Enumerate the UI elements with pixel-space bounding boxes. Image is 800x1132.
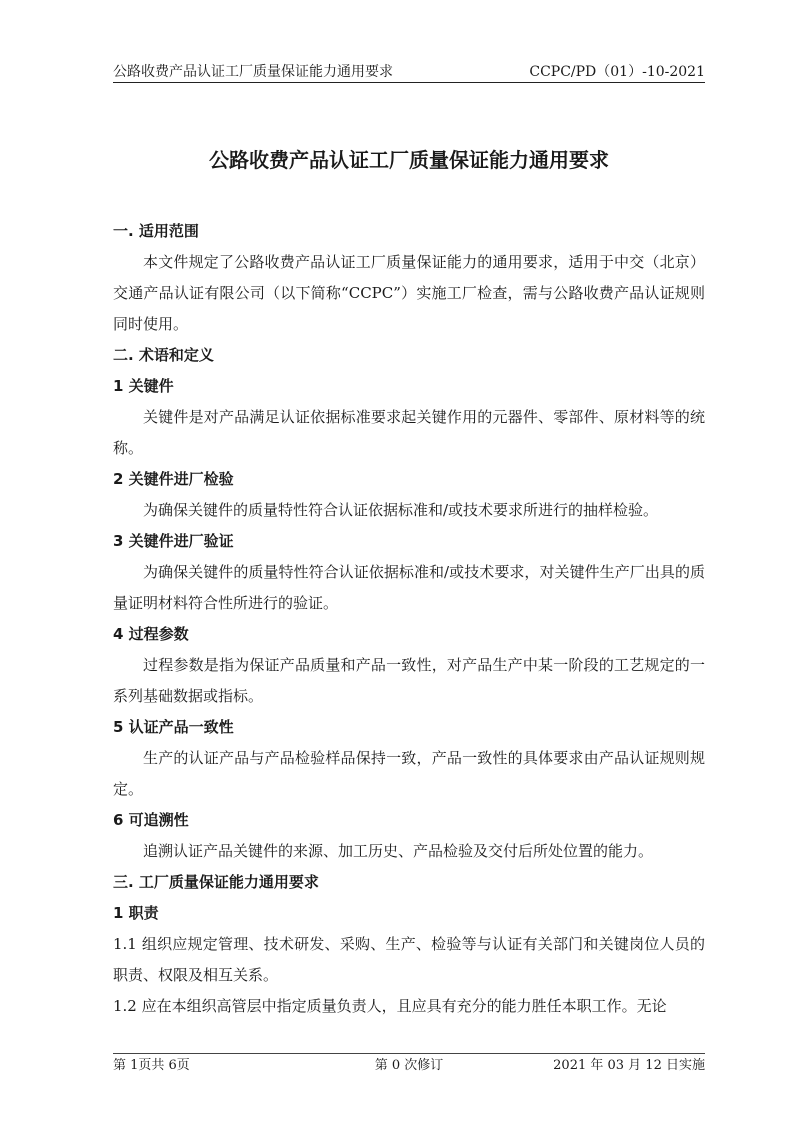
subsection-heading-responsibilities: 1 职责	[113, 904, 159, 922]
section-heading-requirements: 三. 工厂质量保证能力通用要求	[113, 873, 319, 891]
term-heading-process-parameters: 4 过程参数	[113, 625, 189, 643]
document-body	[113, 216, 705, 1022]
header-doc-title: 公路收费产品认证工厂质量保证能力通用要求	[113, 64, 393, 80]
term-heading-key-parts: 1 关键件	[113, 377, 174, 395]
paragraph-traceability: 追溯认证产品关键件的来源、加工历史、产品检验及交付后所处位置的能力。	[143, 842, 654, 860]
paragraph-product-consistency: 生产的认证产品与产品检验样品保持一致，产品一致性的具体要求由产品认证规则规定。	[113, 749, 705, 798]
term-heading-incoming-verification: 3 关键件进厂验证	[113, 532, 234, 550]
paragraph-scope: 本文件规定了公路收费产品认证工厂质量保证能力的通用要求，适用于中交（北京）交通产品认证有限公司（以下简称“CCPC”）实施工厂检查，需与公路收费产品认证规则同时使用。	[113, 253, 705, 333]
clause-1-1: 1.1 组织应规定管理、技术研发、采购、生产、检验等与认证有关部门和关键岗位人员的职责、权限及相互关系。	[113, 935, 705, 984]
paragraph-key-parts: 关键件是对产品满足认证依据标准要求起关键作用的元器件、零部件、原材料等的统称。	[113, 408, 705, 457]
header-divider	[113, 82, 705, 83]
section-heading-terms: 二. 术语和定义	[113, 346, 214, 364]
page-title: 公路收费产品认证工厂质量保证能力通用要求	[209, 148, 609, 172]
paragraph-incoming-verification: 为确保关键件的质量特性符合认证依据标准和/或技术要求，对关键件生产厂出具的质量证明材料符合性所进行的验证。	[113, 563, 705, 612]
paragraph-process-parameters: 过程参数是指为保证产品质量和产品一致性，对产品生产中某一阶段的工艺规定的一系列基础数据或指标。	[113, 656, 705, 705]
footer-page-count: 第 1页共 6页	[113, 1058, 190, 1073]
header-doc-code: CCPC/PD（01）-10-2021	[529, 64, 705, 80]
term-heading-product-consistency: 5 认证产品一致性	[113, 718, 234, 736]
term-heading-traceability: 6 可追溯性	[113, 811, 189, 829]
page-footer	[113, 1056, 705, 1076]
page-header	[113, 60, 705, 82]
paragraph-incoming-inspection: 为确保关键件的质量特性符合认证依据标准和/或技术要求所进行的抽样检验。	[143, 501, 659, 519]
clause-1-2: 1.2 应在本组织高管层中指定质量负责人，且应具有充分的能力胜任本职工作。无论	[113, 997, 667, 1015]
footer-revision: 第 0 次修订	[374, 1058, 444, 1073]
section-heading-scope: 一. 适用范围	[113, 222, 199, 240]
footer-effective-date: 2021 年 03 月 12 日实施	[553, 1058, 705, 1073]
term-heading-incoming-inspection: 2 关键件进厂检验	[113, 470, 234, 488]
footer-divider	[113, 1053, 705, 1054]
